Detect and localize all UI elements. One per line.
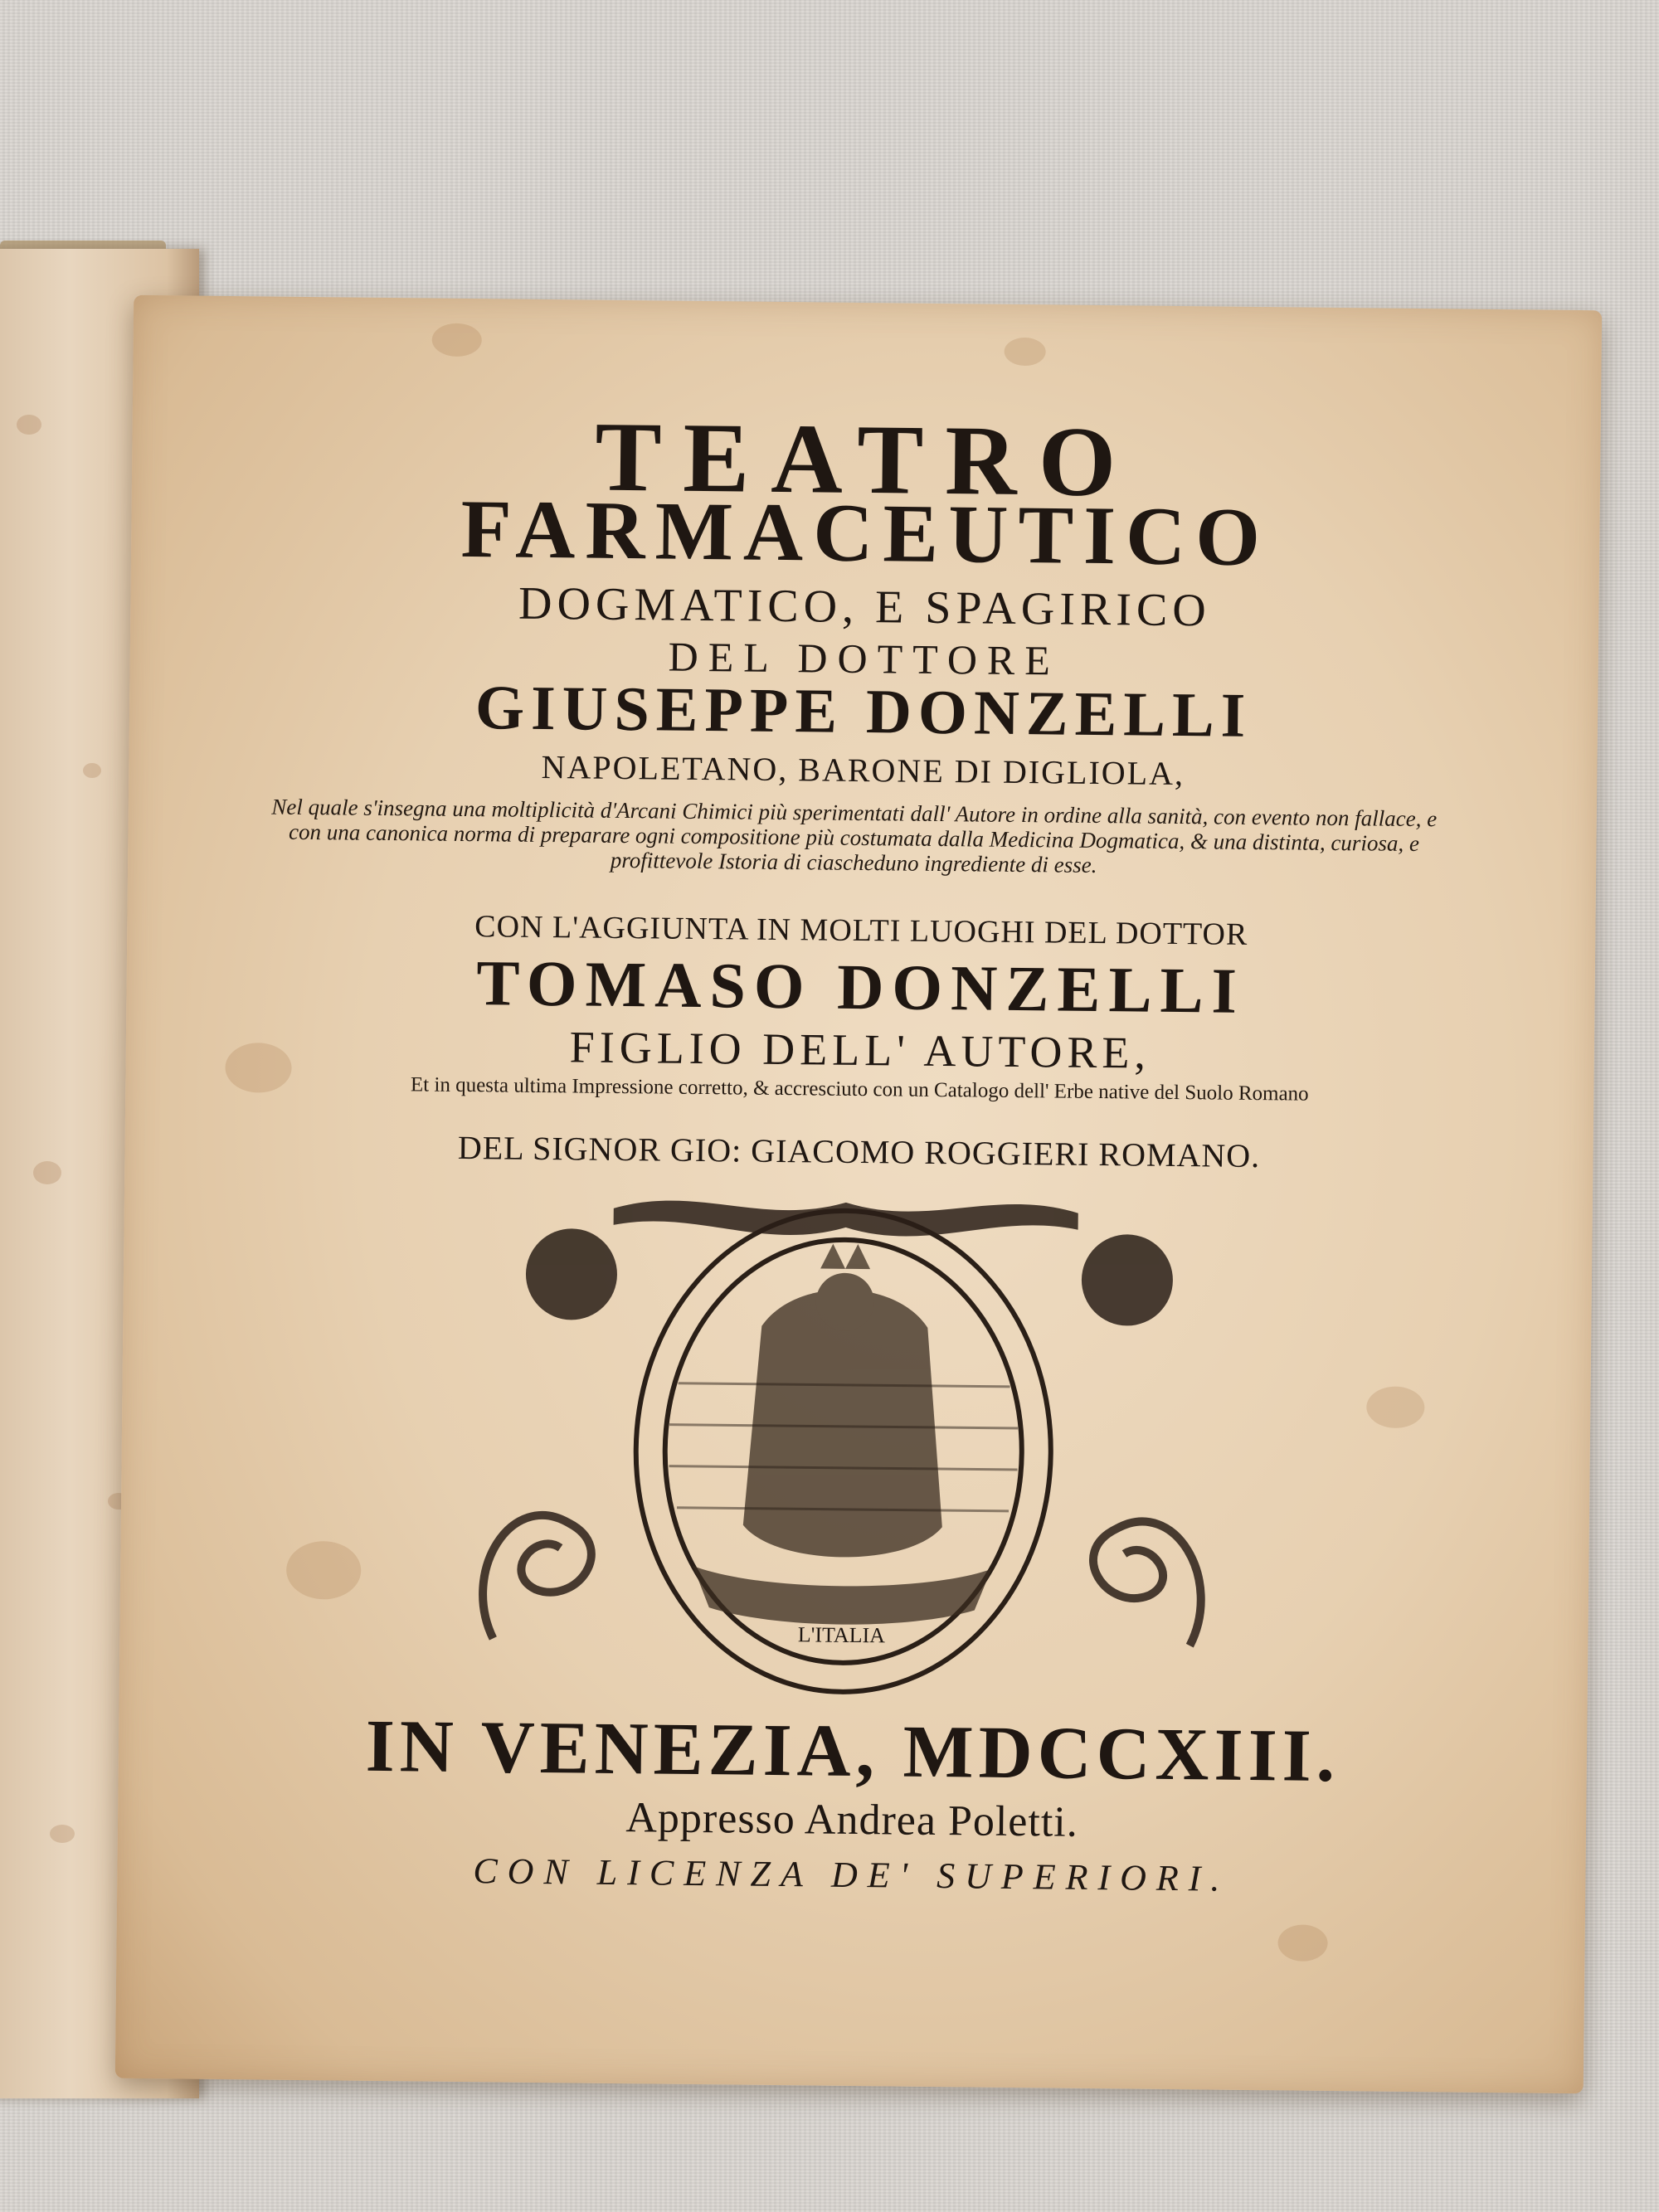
addition-line: CON L'AGGIUNTA IN MOLTI LUOGHI DEL DOTTOR [474,909,1248,952]
edition-paragraph: Et in questa ultima Impressione corretto, & accresciuto con un Catalogo dell' Erbe native del Suolo Romano [410,1073,1309,1106]
catalogue-author-line: DEL SIGNOR GIO: GIACOMO ROGGIERI ROMANO. [457,1128,1261,1175]
foxing-spot [432,323,482,357]
title-line-teatro: TEATRO [594,401,1138,518]
title-page [115,295,1602,2093]
author-prefix-line: DEL DOTTORE [668,633,1061,684]
foxing-spot [50,1825,75,1843]
cherub-right [1081,1234,1173,1326]
second-author-relation-line: FIGLIO DELL' AUTORE, [569,1022,1151,1078]
foxing-spot [286,1541,362,1600]
foxing-spot [1004,338,1045,367]
foxing-spot [33,1161,61,1184]
licence-line: CON LICENZA DE' SUPERIORI. [473,1850,1230,1899]
foxing-spot [83,763,101,778]
foxing-spot [1366,1386,1425,1428]
foxing-spot [17,415,41,435]
title-line-farmaceutico: FARMACEUTICO [460,482,1271,584]
cherub-left [525,1228,617,1320]
subtitle-line: DOGMATICO, E SPAGIRICO [518,577,1212,637]
author-title-line: NAPOLETANO, BARONE DI DIGLIOLA, [541,747,1185,793]
printer-device-woodcut [442,1174,1244,1721]
second-author-name-line: TOMASO DONZELLI [475,946,1246,1027]
imprint-place-date-line: IN VENEZIA, MDCCXIII. [365,1704,1340,1798]
title-text-block [134,295,1602,1899]
author-name-line: GIUSEPPE DONZELLI [474,673,1253,751]
printer-line: Appresso Andrea Poletti. [625,1794,1079,1846]
foxing-spot [1277,1924,1327,1962]
emblem-label: L'ITALIA [797,1622,886,1648]
description-paragraph: Nel quale s'insegna una moltiplicità d'Arcani Chimici più sperimentati dall' Autore in ordine alla sanità, con evento non fallace, e con una canonica norma di preparare ogni compositione più costumata dalla Medicina Dogmatica, & una distinta, curiosa, e profittevole Istoria di ciascheduno ingrediente di esse. [271,794,1438,878]
